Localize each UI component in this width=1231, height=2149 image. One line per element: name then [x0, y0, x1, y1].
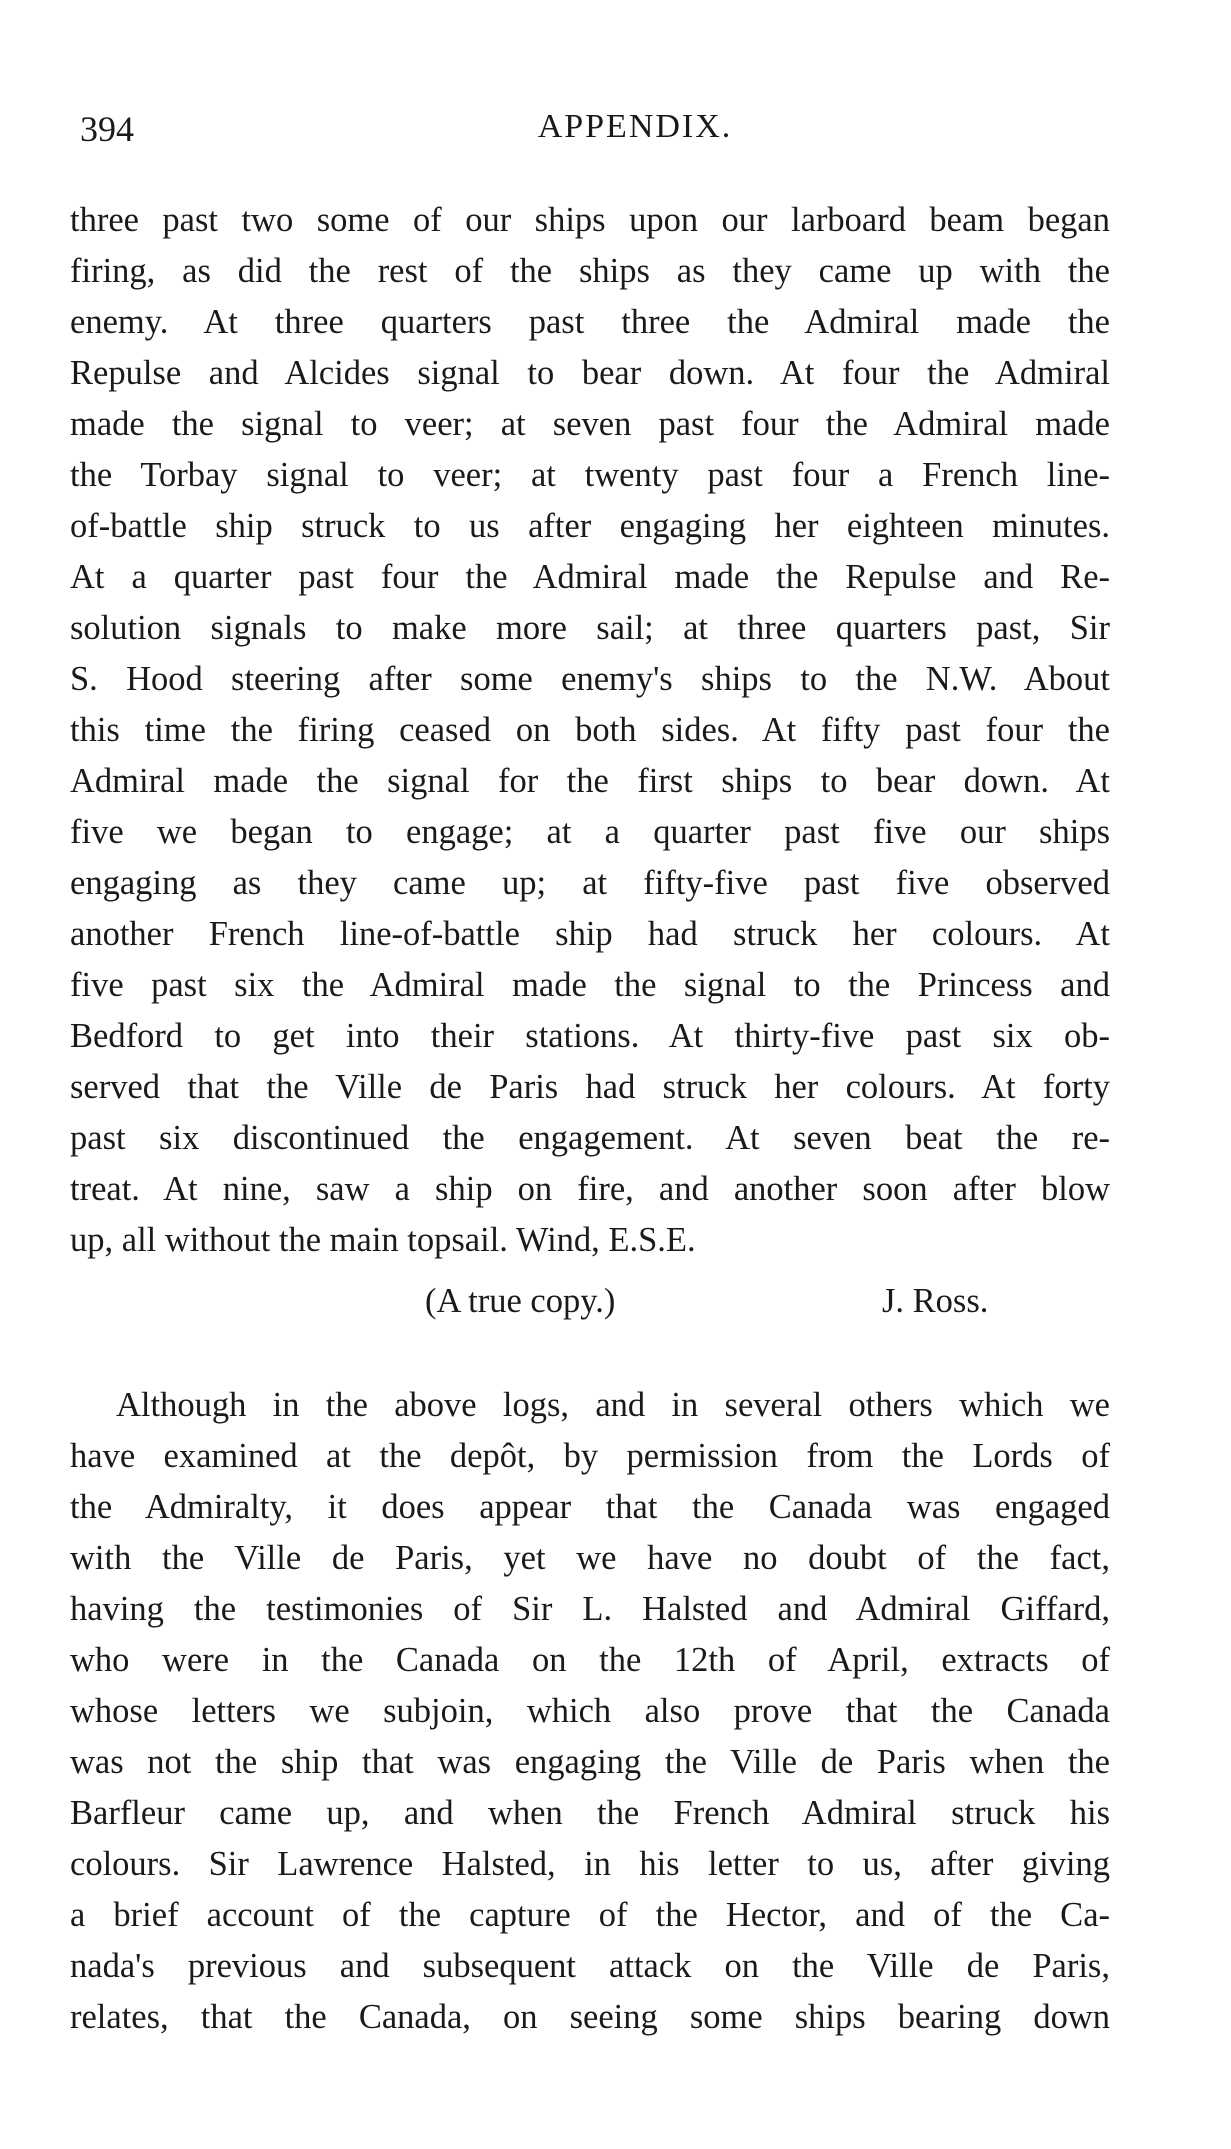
- text-line: who were in the Canada on the 12th of April, extracts of: [70, 1641, 1110, 1679]
- text-line: having the testimonies of Sir L. Halsted and Admiral Giffard,: [70, 1590, 1110, 1628]
- text-line: a brief account of the capture of the Hector, and of the Ca-: [70, 1896, 1110, 1934]
- text-line: past six discontinued the engagement. At seven beat the re-: [70, 1119, 1110, 1157]
- text-line: Barfleur came up, and when the French Admiral struck his: [70, 1794, 1110, 1832]
- text-line: At a quarter past four the Admiral made the Repulse and Re-: [70, 558, 1110, 596]
- text-line: of-battle ship struck to us after engaging her eighteen minutes.: [70, 507, 1110, 545]
- text-line: nada's previous and subsequent attack on the Ville de Paris,: [70, 1947, 1110, 1985]
- text-line: solution signals to make more sail; at three quarters past, Sir: [70, 609, 1110, 647]
- text-line: made the signal to veer; at seven past four the Admiral made: [70, 405, 1110, 443]
- text-line: this time the firing ceased on both sides. At fifty past four the: [70, 711, 1110, 749]
- text-line: with the Ville de Paris, yet we have no doubt of the fact,: [70, 1539, 1110, 1577]
- text-line: Bedford to get into their stations. At thirty-five past six ob-: [70, 1017, 1110, 1055]
- text-line: Repulse and Alcides signal to bear down. At four the Admiral: [70, 354, 1110, 392]
- text-line: enemy. At three quarters past three the Admiral made the: [70, 303, 1110, 341]
- text-line: firing, as did the rest of the ships as they came up with the: [70, 252, 1110, 290]
- text-line: Although in the above logs, and in several others which we: [116, 1386, 1110, 1424]
- text-line: the Admiralty, it does appear that the Canada was engaged: [70, 1488, 1110, 1526]
- text-line: up, all without the main topsail. Wind, E.S.E.: [70, 1221, 696, 1259]
- text-line: three past two some of our ships upon our larboard beam began: [70, 201, 1110, 239]
- text-line: served that the Ville de Paris had struck her colours. At forty: [70, 1068, 1110, 1106]
- text-line: relates, that the Canada, on seeing some ships bearing down: [70, 1998, 1110, 2036]
- text-line: engaging as they came up; at fifty-five past five observed: [70, 864, 1110, 902]
- log-paragraph: [70, 195, 1110, 1266]
- text-line: five past six the Admiral made the signal to the Princess and: [70, 966, 1110, 1004]
- signatory-name: J. Ross.: [882, 1282, 989, 1320]
- text-line: the Torbay signal to veer; at twenty past four a French line-: [70, 456, 1110, 494]
- commentary-paragraph: [70, 1380, 1110, 2043]
- text-line: Admiral made the signal for the first ships to bear down. At: [70, 762, 1110, 800]
- text-line: was not the ship that was engaging the Ville de Paris when the: [70, 1743, 1110, 1781]
- running-head: [80, 108, 1110, 158]
- text-line: colours. Sir Lawrence Halsted, in his letter to us, after giving: [70, 1845, 1110, 1883]
- text-line: whose letters we subjoin, which also prove that the Canada: [70, 1692, 1110, 1730]
- running-title: APPENDIX.: [537, 108, 733, 145]
- true-copy-note: (A true copy.): [425, 1282, 616, 1320]
- text-line: S. Hood steering after some enemy's ships to the N.W. About: [70, 660, 1110, 698]
- text-line: another French line-of-battle ship had struck her colours. At: [70, 915, 1110, 953]
- page-number: 394: [80, 109, 134, 149]
- text-line: have examined at the depôt, by permission from the Lords of: [70, 1437, 1110, 1475]
- signature-line: [70, 1276, 1110, 1327]
- text-line: five we began to engage; at a quarter past five our ships: [70, 813, 1110, 851]
- text-line: treat. At nine, saw a ship on fire, and another soon after blow: [70, 1170, 1110, 1208]
